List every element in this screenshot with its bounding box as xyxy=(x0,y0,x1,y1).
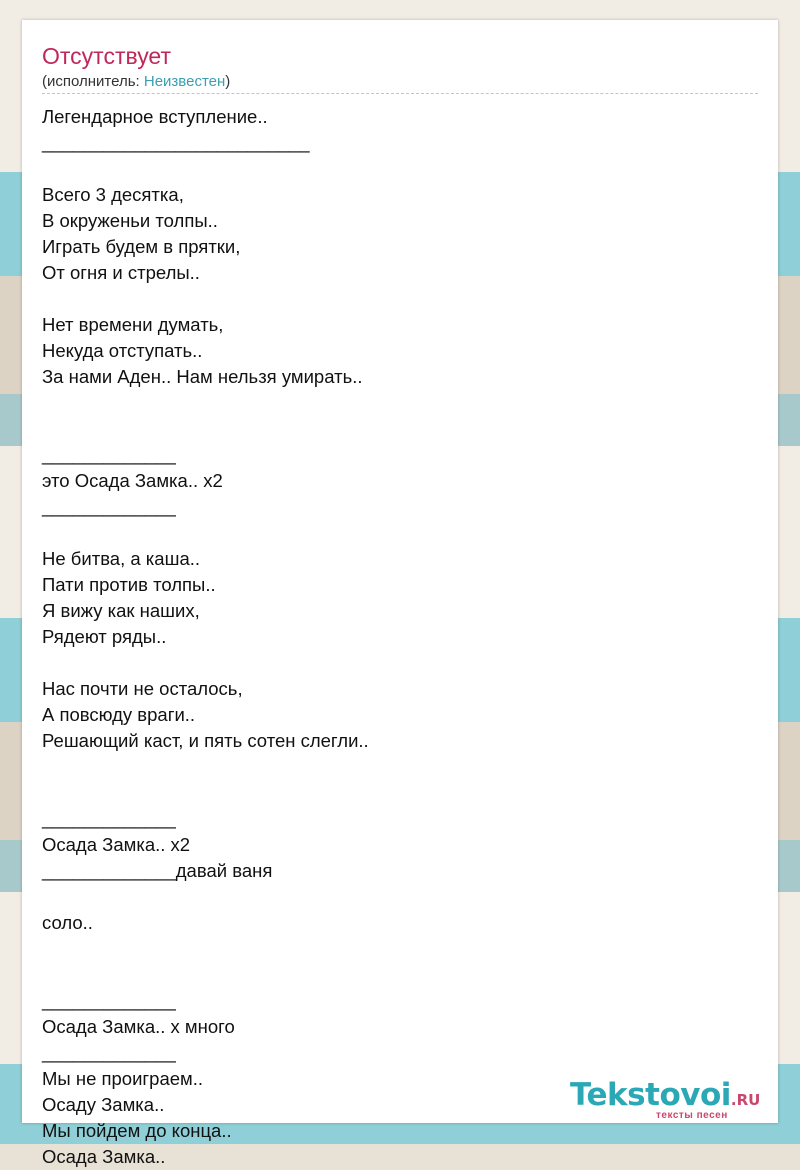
lyric-line: _____________ xyxy=(42,496,176,517)
lyric-line: Осаду Замка.. xyxy=(42,1094,165,1115)
artist-prefix: (исполнитель: xyxy=(42,73,144,90)
lyric-line: _____________ xyxy=(42,990,176,1011)
lyric-line xyxy=(42,650,742,676)
lyric-line: Мы не проиграем.. xyxy=(42,1068,204,1089)
lyric-line xyxy=(42,286,742,312)
lyric-line: _____________ xyxy=(42,444,176,465)
lyric-line: Осада Замка.. x2 xyxy=(42,834,191,855)
lyric-line: это Осада Замка.. x2 xyxy=(42,470,223,491)
logo-tagline: тексты песен xyxy=(656,1110,728,1121)
song-title: Отсутствует xyxy=(42,43,171,69)
lyric-line xyxy=(42,936,742,962)
lyric-line: соло.. xyxy=(42,912,93,933)
lyric-line xyxy=(42,884,742,910)
artist-line xyxy=(42,72,758,92)
artist-link[interactable]: Неизвестен xyxy=(143,73,226,90)
lyric-line: А повсюду враги.. xyxy=(42,704,196,725)
lyric-line xyxy=(42,416,742,442)
lyric-line xyxy=(42,520,742,546)
logo-domain: .RU xyxy=(730,1091,761,1109)
lyric-line: Всего 3 десятка, xyxy=(42,184,184,205)
lyric-line: Осада Замка.. xyxy=(42,1146,166,1167)
lyric-line xyxy=(42,390,742,416)
lyric-line: _____________ xyxy=(42,808,176,829)
lyrics-body xyxy=(42,104,742,1170)
lyric-line: Не битва, а каша.. xyxy=(42,548,201,569)
lyric-line: Нет времени думать, xyxy=(42,314,224,335)
lyric-line: _____________давай ваня xyxy=(42,860,273,881)
lyric-line: В окруженьи толпы.. xyxy=(42,210,218,231)
lyric-line: Легендарное вступление.. xyxy=(42,106,268,127)
lyric-line: _____________ xyxy=(42,1042,176,1063)
artist-suffix: ) xyxy=(225,73,231,90)
lyric-line xyxy=(42,754,742,780)
song-header xyxy=(42,42,758,92)
lyric-line: Осада Замка.. x много xyxy=(42,1016,235,1037)
lyric-line: Нас почти не осталось, xyxy=(42,678,243,699)
lyric-line: Некуда отступать.. xyxy=(42,340,203,361)
lyric-line xyxy=(42,780,742,806)
lyric-line: Я вижу как наших, xyxy=(42,600,200,621)
lyric-line: Пати против толпы.. xyxy=(42,574,216,595)
lyric-line xyxy=(42,962,742,988)
lyric-line: Рядеют ряды.. xyxy=(42,626,167,647)
lyric-line: Играть будем в прятки, xyxy=(42,236,241,257)
lyric-line: Решающий каст, и пять сотен слегли.. xyxy=(42,730,369,751)
logo-name: Tekstovoi xyxy=(570,1077,731,1113)
header-divider xyxy=(42,93,758,94)
site-logo[interactable] xyxy=(570,1077,780,1121)
lyrics-sheet xyxy=(22,20,778,1167)
lyric-line: Мы пойдем до конца.. xyxy=(42,1120,232,1141)
lyric-line: __________________________ xyxy=(42,132,310,153)
lyric-line: За нами Аден.. Нам нельзя умирать.. xyxy=(42,366,363,387)
lyric-line: От огня и стрелы.. xyxy=(42,262,200,283)
lyric-line xyxy=(42,156,742,182)
